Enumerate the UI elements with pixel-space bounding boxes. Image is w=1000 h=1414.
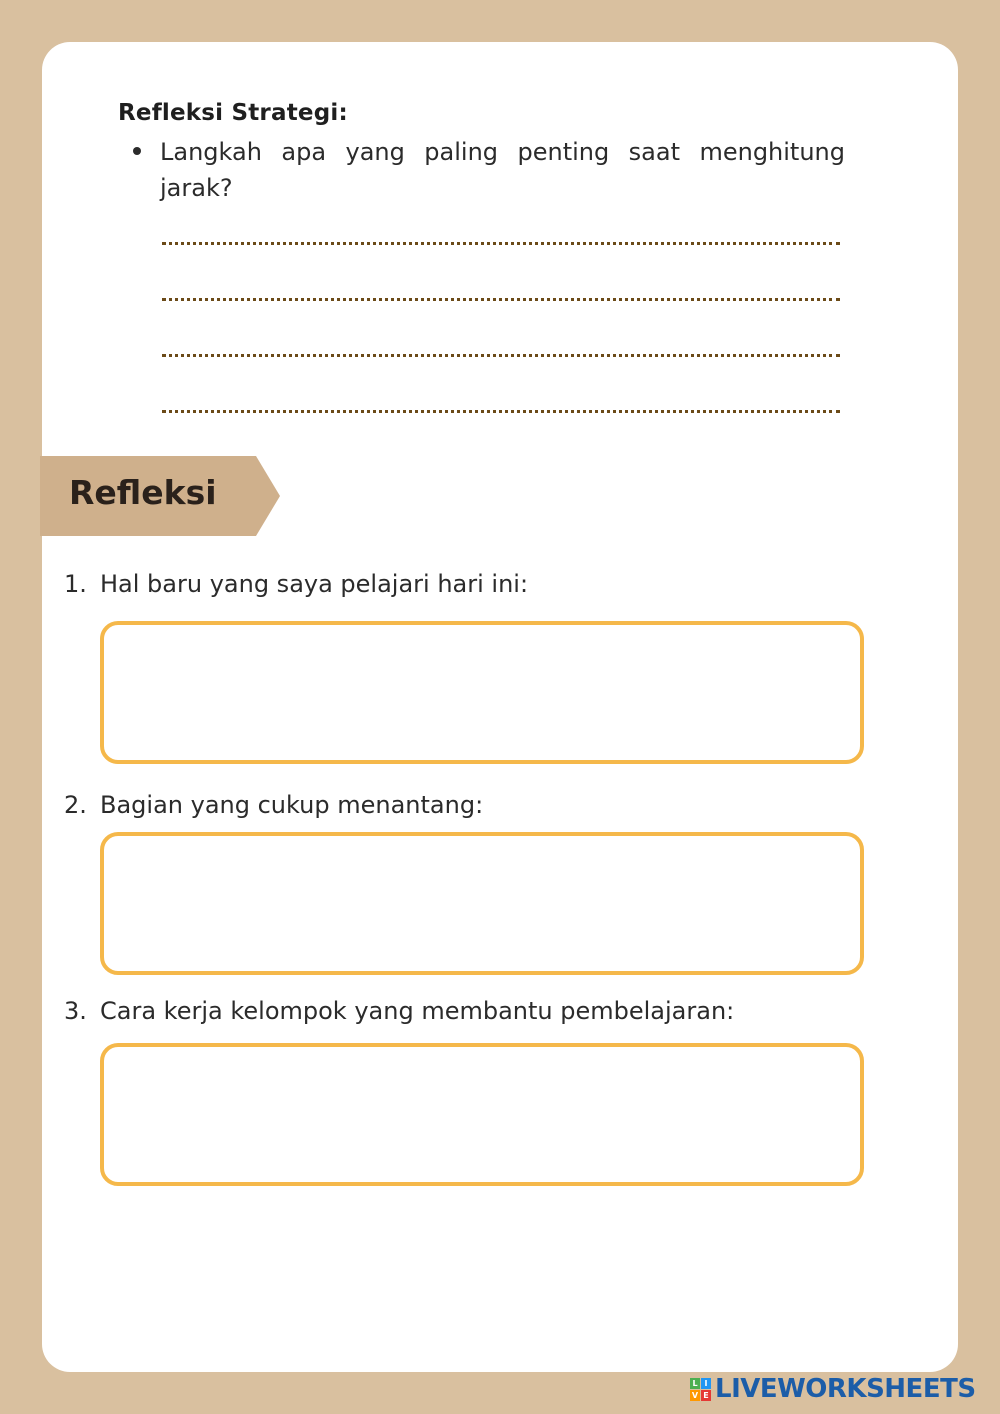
logo-letter: L [690, 1378, 700, 1389]
answer-line-2[interactable] [162, 298, 840, 301]
question-text: Cara kerja kelompok yang membantu pembelajaran: [100, 997, 735, 1025]
answer-box-3[interactable] [100, 1043, 864, 1186]
question-1 [64, 570, 528, 598]
logo-letter: I [701, 1378, 711, 1389]
bullet-icon [133, 147, 141, 155]
question-number: 2. [64, 791, 87, 819]
question-number: 3. [64, 997, 87, 1025]
liveworksheets-brand[interactable] [690, 1374, 976, 1404]
strategy-heading: Refleksi Strategi: [118, 100, 348, 126]
answer-box-2[interactable] [100, 832, 864, 975]
section-banner [40, 456, 280, 536]
answer-line-4[interactable] [162, 410, 840, 413]
answer-box-1[interactable] [100, 621, 864, 764]
answer-line-3[interactable] [162, 354, 840, 357]
strategy-question: Langkah apa yang paling penting saat menghitung jarak? [160, 138, 845, 202]
logo-letter: E [701, 1390, 711, 1401]
question-2 [64, 791, 483, 819]
liveworksheets-logo-icon [690, 1378, 711, 1401]
question-3 [64, 997, 734, 1025]
brand-name: LIVEWORKSHEETS [715, 1374, 976, 1404]
question-text: Bagian yang cukup menantang: [100, 791, 484, 819]
question-text: Hal baru yang saya pelajari hari ini: [100, 570, 529, 598]
section-title: Refleksi [69, 473, 217, 512]
logo-letter: V [691, 1390, 699, 1400]
answer-line-1[interactable] [162, 242, 840, 245]
question-number: 1. [64, 570, 87, 598]
